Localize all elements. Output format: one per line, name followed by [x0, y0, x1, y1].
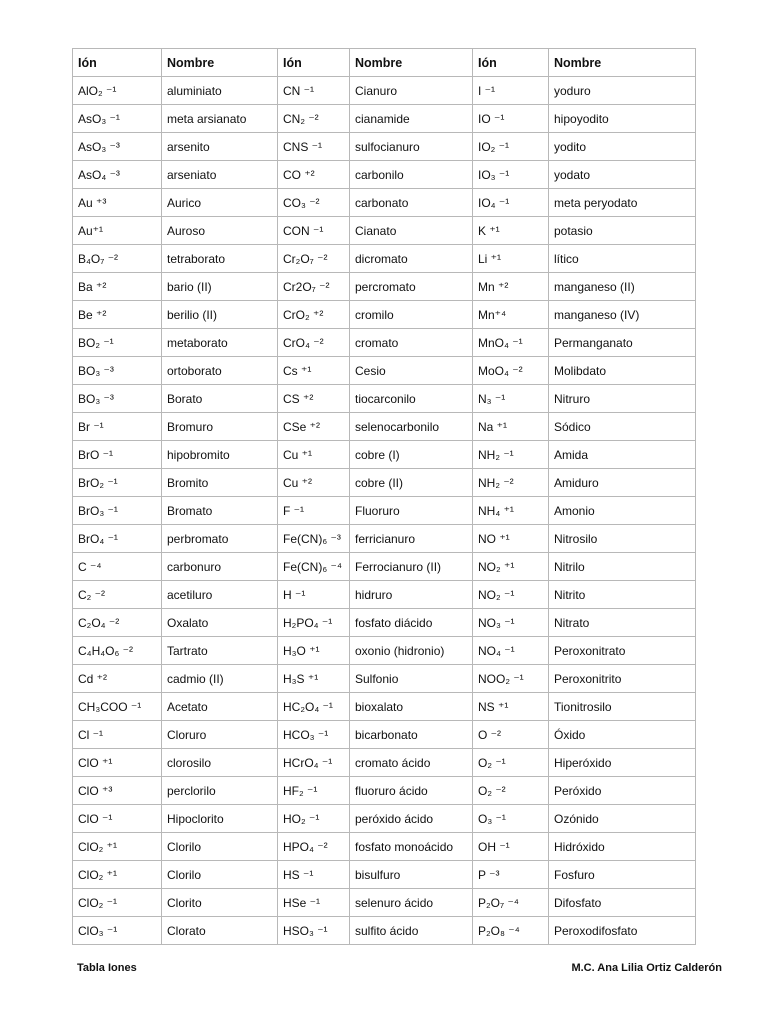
ion-cell: NH₄ ⁺¹: [473, 497, 549, 525]
nombre-cell: ferricianuro: [350, 525, 473, 553]
nombre-cell: bisulfuro: [350, 861, 473, 889]
ion-cell: NO₃ ⁻¹: [473, 609, 549, 637]
table-row: [73, 749, 696, 777]
header-ion-3: Ión: [473, 49, 549, 77]
table-row: [73, 805, 696, 833]
nombre-cell: Cesio: [350, 357, 473, 385]
ion-cell: O ⁻²: [473, 721, 549, 749]
nombre-cell: Sulfonio: [350, 665, 473, 693]
table-row: [73, 665, 696, 693]
table-row: [73, 917, 696, 945]
table-row: [73, 497, 696, 525]
nombre-cell: Peroxonitrato: [549, 637, 696, 665]
nombre-cell: fosfato monoácido: [350, 833, 473, 861]
ion-cell: H₃S ⁺¹: [278, 665, 350, 693]
ion-cell: O₂ ⁻²: [473, 777, 549, 805]
nombre-cell: Tartrato: [162, 637, 278, 665]
nombre-cell: Nitruro: [549, 385, 696, 413]
ion-cell: Cu ⁺¹: [278, 441, 350, 469]
nombre-cell: Fluoruro: [350, 497, 473, 525]
nombre-cell: fosfato diácido: [350, 609, 473, 637]
ion-cell: H₂PO₄ ⁻¹: [278, 609, 350, 637]
nombre-cell: acetiluro: [162, 581, 278, 609]
ion-cell: CH₃COO ⁻¹: [73, 693, 162, 721]
nombre-cell: Hipoclorito: [162, 805, 278, 833]
nombre-cell: tiocarconilo: [350, 385, 473, 413]
table-row: [73, 217, 696, 245]
nombre-cell: bicarbonato: [350, 721, 473, 749]
ion-cell: CSe ⁺²: [278, 413, 350, 441]
ion-cell: ClO ⁻¹: [73, 805, 162, 833]
nombre-cell: clorosilo: [162, 749, 278, 777]
table-row: [73, 413, 696, 441]
nombre-cell: Cianuro: [350, 77, 473, 105]
nombre-cell: manganeso (IV): [549, 301, 696, 329]
table-row: [73, 441, 696, 469]
nombre-cell: Clorilo: [162, 833, 278, 861]
table-body: [73, 77, 696, 945]
nombre-cell: cromato: [350, 329, 473, 357]
ion-cell: B₄O₇ ⁻²: [73, 245, 162, 273]
nombre-cell: sulfocianuro: [350, 133, 473, 161]
nombre-cell: Molibdato: [549, 357, 696, 385]
ion-cell: Br ⁻¹: [73, 413, 162, 441]
footer-title: Tabla Iones: [77, 962, 137, 974]
ion-cell: CO₃ ⁻²: [278, 189, 350, 217]
ion-cell: AlO₂ ⁻¹: [73, 77, 162, 105]
ion-cell: NH₂ ⁻¹: [473, 441, 549, 469]
nombre-cell: carbonato: [350, 189, 473, 217]
table-row: [73, 525, 696, 553]
nombre-cell: yodato: [549, 161, 696, 189]
nombre-cell: potasio: [549, 217, 696, 245]
table-row: [73, 581, 696, 609]
nombre-cell: cobre (I): [350, 441, 473, 469]
ion-cell: I ⁻¹: [473, 77, 549, 105]
table-header-row: [73, 49, 696, 77]
nombre-cell: berilio (II): [162, 301, 278, 329]
header-ion-1: Ión: [73, 49, 162, 77]
table-row: [73, 77, 696, 105]
ion-cell: Cs ⁺¹: [278, 357, 350, 385]
ion-cell: MnO₄ ⁻¹: [473, 329, 549, 357]
ion-cell: IO ⁻¹: [473, 105, 549, 133]
nombre-cell: metaborato: [162, 329, 278, 357]
ion-cell: NO₄ ⁻¹: [473, 637, 549, 665]
nombre-cell: fluoruro ácido: [350, 777, 473, 805]
ion-cell: NO ⁺¹: [473, 525, 549, 553]
nombre-cell: hipoyodito: [549, 105, 696, 133]
ion-cell: AsO₃ ⁻³: [73, 133, 162, 161]
ion-cell: IO₂ ⁻¹: [473, 133, 549, 161]
nombre-cell: tetraborato: [162, 245, 278, 273]
ion-cell: Cr₂O₇ ⁻²: [278, 245, 350, 273]
nombre-cell: Óxido: [549, 721, 696, 749]
ion-cell: O₃ ⁻¹: [473, 805, 549, 833]
nombre-cell: Auroso: [162, 217, 278, 245]
table-row: [73, 553, 696, 581]
ion-cell: CrO₂ ⁺²: [278, 301, 350, 329]
nombre-cell: Difosfato: [549, 889, 696, 917]
ion-cell: BrO₃ ⁻¹: [73, 497, 162, 525]
ion-cell: AsO₄ ⁻³: [73, 161, 162, 189]
nombre-cell: Peroxonitrito: [549, 665, 696, 693]
ion-cell: BO₃ ⁻³: [73, 385, 162, 413]
nombre-cell: perbromato: [162, 525, 278, 553]
ion-cell: Be ⁺²: [73, 301, 162, 329]
ion-cell: F ⁻¹: [278, 497, 350, 525]
ion-cell: Li ⁺¹: [473, 245, 549, 273]
ion-cell: AsO₃ ⁻¹: [73, 105, 162, 133]
ion-cell: ClO₂ ⁺¹: [73, 861, 162, 889]
table-row: [73, 329, 696, 357]
nombre-cell: Sódico: [549, 413, 696, 441]
ion-cell: ClO ⁺¹: [73, 749, 162, 777]
ion-cell: NO₂ ⁻¹: [473, 581, 549, 609]
table-row: [73, 189, 696, 217]
ion-cell: C₄H₄O₆ ⁻²: [73, 637, 162, 665]
ion-cell: Cr2O₇ ⁻²: [278, 273, 350, 301]
table-row: [73, 357, 696, 385]
ion-cell: IO₃ ⁻¹: [473, 161, 549, 189]
ion-cell: HO₂ ⁻¹: [278, 805, 350, 833]
nombre-cell: hidruro: [350, 581, 473, 609]
ion-cell: NOO₂ ⁻¹: [473, 665, 549, 693]
nombre-cell: Borato: [162, 385, 278, 413]
nombre-cell: yodito: [549, 133, 696, 161]
ion-cell: Ba ⁺²: [73, 273, 162, 301]
nombre-cell: cadmio (II): [162, 665, 278, 693]
ion-cell: P₂O₈ ⁻⁴: [473, 917, 549, 945]
ion-cell: CN ⁻¹: [278, 77, 350, 105]
ion-table: [72, 48, 696, 945]
table-row: [73, 133, 696, 161]
nombre-cell: dicromato: [350, 245, 473, 273]
ion-cell: N₃ ⁻¹: [473, 385, 549, 413]
nombre-cell: cianamide: [350, 105, 473, 133]
ion-cell: O₂ ⁻¹: [473, 749, 549, 777]
nombre-cell: Fosfuro: [549, 861, 696, 889]
ion-cell: NO₂ ⁺¹: [473, 553, 549, 581]
ion-cell: BO₃ ⁻³: [73, 357, 162, 385]
nombre-cell: cromato ácido: [350, 749, 473, 777]
ion-cell: NH₂ ⁻²: [473, 469, 549, 497]
ion-cell: Fe(CN)₆ ⁻⁴: [278, 553, 350, 581]
nombre-cell: bario (II): [162, 273, 278, 301]
nombre-cell: Amida: [549, 441, 696, 469]
ion-cell: K ⁺¹: [473, 217, 549, 245]
nombre-cell: Ferrocianuro (II): [350, 553, 473, 581]
ion-cell: H₃O ⁺¹: [278, 637, 350, 665]
nombre-cell: manganeso (II): [549, 273, 696, 301]
nombre-cell: Nitrilo: [549, 553, 696, 581]
nombre-cell: Hidróxido: [549, 833, 696, 861]
table-row: [73, 777, 696, 805]
nombre-cell: Amonio: [549, 497, 696, 525]
nombre-cell: peróxido ácido: [350, 805, 473, 833]
nombre-cell: Oxalato: [162, 609, 278, 637]
ion-cell: CO ⁺²: [278, 161, 350, 189]
nombre-cell: yoduro: [549, 77, 696, 105]
ion-cell: IO₄ ⁻¹: [473, 189, 549, 217]
ion-cell: HCrO₄ ⁻¹: [278, 749, 350, 777]
ion-cell: OH ⁻¹: [473, 833, 549, 861]
ion-cell: BrO₄ ⁻¹: [73, 525, 162, 553]
nombre-cell: Cianato: [350, 217, 473, 245]
ion-cell: HC₂O₄ ⁻¹: [278, 693, 350, 721]
nombre-cell: Bromito: [162, 469, 278, 497]
nombre-cell: arsenito: [162, 133, 278, 161]
nombre-cell: Hiperóxido: [549, 749, 696, 777]
ion-cell: BO₂ ⁻¹: [73, 329, 162, 357]
ion-cell: Cl ⁻¹: [73, 721, 162, 749]
ion-cell: ClO ⁺³: [73, 777, 162, 805]
nombre-cell: Clorito: [162, 889, 278, 917]
ion-cell: C₂ ⁻²: [73, 581, 162, 609]
nombre-cell: carbonilo: [350, 161, 473, 189]
nombre-cell: oxonio (hidronio): [350, 637, 473, 665]
table-row: [73, 721, 696, 749]
header-ion-2: Ión: [278, 49, 350, 77]
table-row: [73, 609, 696, 637]
footer-author: M.C. Ana Lilia Ortiz Calderón: [571, 962, 722, 974]
nombre-cell: arseniato: [162, 161, 278, 189]
header-nombre-1: Nombre: [162, 49, 278, 77]
nombre-cell: ortoborato: [162, 357, 278, 385]
nombre-cell: meta peryodato: [549, 189, 696, 217]
table-row: [73, 833, 696, 861]
nombre-cell: Nitrato: [549, 609, 696, 637]
ion-cell: ClO₂ ⁺¹: [73, 833, 162, 861]
ion-cell: Cu ⁺²: [278, 469, 350, 497]
nombre-cell: Permanganato: [549, 329, 696, 357]
ion-cell: Mn⁺⁴: [473, 301, 549, 329]
ion-cell: HSe ⁻¹: [278, 889, 350, 917]
nombre-cell: Amiduro: [549, 469, 696, 497]
nombre-cell: Bromuro: [162, 413, 278, 441]
ion-cell: NS ⁺¹: [473, 693, 549, 721]
ion-cell: BrO ⁻¹: [73, 441, 162, 469]
nombre-cell: Nitrosilo: [549, 525, 696, 553]
table-row: [73, 637, 696, 665]
table-row: [73, 693, 696, 721]
ion-cell: Fe(CN)₆ ⁻³: [278, 525, 350, 553]
ion-cell: ClO₂ ⁻¹: [73, 889, 162, 917]
nombre-cell: carbonuro: [162, 553, 278, 581]
table-row: [73, 105, 696, 133]
table-row: [73, 889, 696, 917]
nombre-cell: selenuro ácido: [350, 889, 473, 917]
nombre-cell: bioxalato: [350, 693, 473, 721]
nombre-cell: Nitrito: [549, 581, 696, 609]
ion-cell: P ⁻³: [473, 861, 549, 889]
nombre-cell: aluminiato: [162, 77, 278, 105]
ion-cell: Cd ⁺²: [73, 665, 162, 693]
nombre-cell: cobre (II): [350, 469, 473, 497]
nombre-cell: sulfito ácido: [350, 917, 473, 945]
nombre-cell: Ozónido: [549, 805, 696, 833]
table-row: [73, 273, 696, 301]
ion-cell: C ⁻⁴: [73, 553, 162, 581]
nombre-cell: Cloruro: [162, 721, 278, 749]
table-row: [73, 861, 696, 889]
nombre-cell: cromilo: [350, 301, 473, 329]
ion-cell: HF₂ ⁻¹: [278, 777, 350, 805]
nombre-cell: percromato: [350, 273, 473, 301]
ion-cell: HCO₃ ⁻¹: [278, 721, 350, 749]
nombre-cell: selenocarbonilo: [350, 413, 473, 441]
nombre-cell: meta arsianato: [162, 105, 278, 133]
ion-cell: P₂O₇ ⁻⁴: [473, 889, 549, 917]
nombre-cell: Clorato: [162, 917, 278, 945]
ion-cell: BrO₂ ⁻¹: [73, 469, 162, 497]
ion-cell: HSO₃ ⁻¹: [278, 917, 350, 945]
ion-cell: HPO₄ ⁻²: [278, 833, 350, 861]
ion-cell: MoO₄ ⁻²: [473, 357, 549, 385]
ion-cell: Au ⁺³: [73, 189, 162, 217]
header-nombre-3: Nombre: [549, 49, 696, 77]
nombre-cell: hipobromito: [162, 441, 278, 469]
ion-cell: ClO₃ ⁻¹: [73, 917, 162, 945]
nombre-cell: Peróxido: [549, 777, 696, 805]
header-nombre-2: Nombre: [350, 49, 473, 77]
nombre-cell: Acetato: [162, 693, 278, 721]
nombre-cell: Aurico: [162, 189, 278, 217]
nombre-cell: lítico: [549, 245, 696, 273]
nombre-cell: Clorilo: [162, 861, 278, 889]
nombre-cell: Tionitrosilo: [549, 693, 696, 721]
table-row: [73, 301, 696, 329]
ion-cell: CS ⁺²: [278, 385, 350, 413]
ion-cell: CNS ⁻¹: [278, 133, 350, 161]
table-row: [73, 161, 696, 189]
ion-cell: C₂O₄ ⁻²: [73, 609, 162, 637]
ion-cell: CN₂ ⁻²: [278, 105, 350, 133]
ion-cell: Na ⁺¹: [473, 413, 549, 441]
ion-cell: HS ⁻¹: [278, 861, 350, 889]
nombre-cell: perclorilo: [162, 777, 278, 805]
ion-cell: CrO₄ ⁻²: [278, 329, 350, 357]
ion-cell: CON ⁻¹: [278, 217, 350, 245]
table-row: [73, 385, 696, 413]
ion-cell: H ⁻¹: [278, 581, 350, 609]
ion-cell: Au⁺¹: [73, 217, 162, 245]
nombre-cell: Bromato: [162, 497, 278, 525]
table-row: [73, 245, 696, 273]
table-row: [73, 469, 696, 497]
nombre-cell: Peroxodifosfato: [549, 917, 696, 945]
ion-cell: Mn ⁺²: [473, 273, 549, 301]
